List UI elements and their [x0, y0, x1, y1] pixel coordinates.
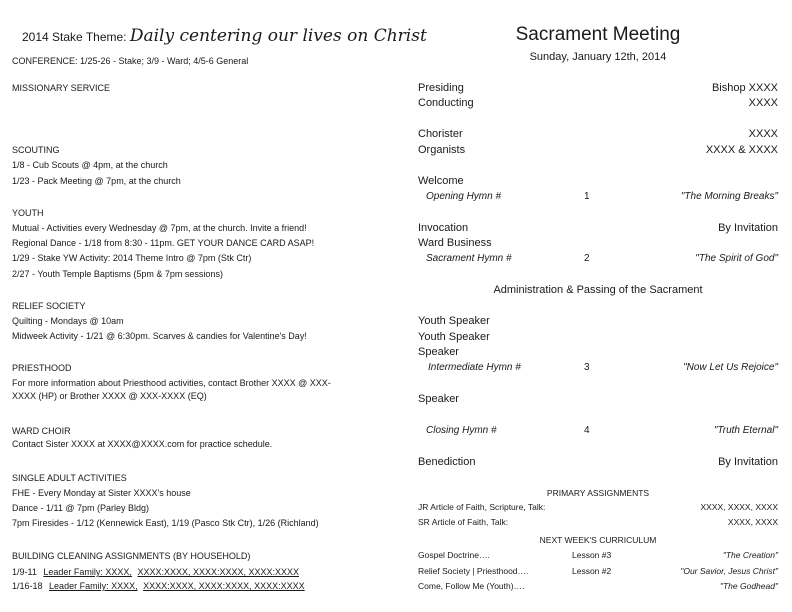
rs-item: Midweek Activity - 1/21 @ 6:30pm. Scarves & candies for Valentine's Day! — [12, 331, 307, 341]
theme-label: 2014 Stake Theme: — [22, 30, 127, 44]
closing-hymn-label: Closing Hymn # — [426, 425, 497, 436]
curriculum-title: "The Godhead" — [719, 581, 778, 591]
scouting-item: 1/23 - Pack Meeting @ 7pm, at the church — [12, 176, 181, 186]
curriculum-heading: NEXT WEEK'S CURRICULUM — [539, 535, 657, 545]
choir-line: Contact Sister XXXX at XXXX@XXXX.com for practice schedule. — [12, 439, 273, 449]
speaker-label: Speaker — [418, 393, 459, 405]
speaker-label: Speaker — [418, 346, 459, 358]
presiding-label: Presiding — [418, 82, 464, 94]
curriculum-label: Relief Society | Priesthood…. — [418, 566, 529, 576]
missionary-heading: MISSIONARY SERVICE — [12, 83, 111, 93]
ward-business-label: Ward Business — [418, 237, 492, 249]
curriculum-lesson: Lesson #3 — [572, 550, 612, 560]
intermediate-hymn-title: "Now Let Us Rejoice" — [683, 362, 778, 373]
rs-item: Quilting - Mondays @ 10am — [12, 316, 124, 326]
welcome-label: Welcome — [418, 175, 464, 187]
closing-hymn-title: "Truth Eternal" — [713, 425, 778, 436]
cleaning-row — [12, 566, 299, 578]
conference-line: CONFERENCE: 1/25-26 - Stake; 3/9 - Ward; 4/5-6 General — [12, 56, 249, 66]
opening-hymn-number: 1 — [584, 191, 590, 202]
cleaning-row — [12, 580, 305, 592]
page-title: Sacrament Meeting — [515, 24, 681, 45]
scouting-heading: SCOUTING — [12, 145, 60, 155]
primary-heading: PRIMARY ASSIGNMENTS — [546, 488, 650, 498]
cleaning-heading: BUILDING CLEANING ASSIGNMENTS (BY HOUSEHOLD) — [12, 551, 251, 561]
sacrament-hymn-label: Sacrament Hymn # — [426, 253, 512, 264]
closing-hymn-number: 4 — [584, 425, 590, 436]
opening-hymn-label: Opening Hymn # — [426, 191, 502, 202]
youth-speaker-label: Youth Speaker — [418, 315, 490, 327]
youth-heading: YOUTH — [12, 208, 44, 218]
organists-label: Organists — [418, 144, 466, 156]
curriculum-label: Come, Follow Me (Youth)…. — [418, 581, 525, 591]
youth-speaker-label: Youth Speaker — [418, 331, 490, 343]
sacrament-hymn-title: "The Spirit of God" — [695, 253, 778, 264]
invocation-value: By Invitation — [718, 222, 778, 234]
priesthood-line: For more information about Priesthood activities, contact Brother XXXX @ XXX- — [12, 378, 331, 388]
singles-heading: SINGLE ADULT ACTIVITIES — [12, 473, 127, 483]
singles-item: FHE - Every Monday at Sister XXXX's house — [12, 488, 191, 498]
scouting-item: 1/8 - Cub Scouts @ 4pm, at the church — [12, 160, 168, 170]
cleaning-others: XXXX:XXXX, XXXX:XXXX, XXXX:XXXX — [137, 567, 300, 577]
curriculum-lesson: Lesson #2 — [572, 566, 612, 576]
curriculum-title: "Our Savior, Jesus Christ" — [680, 566, 778, 576]
youth-item: 2/27 - Youth Temple Baptisms (5pm & 7pm sessions) — [12, 269, 223, 279]
benediction-label: Benediction — [418, 456, 476, 468]
administration-line: Administration & Passing of the Sacrament — [493, 284, 703, 296]
cleaning-date: 1/9-11 — [12, 567, 37, 577]
intermediate-hymn-label: Intermediate Hymn # — [428, 362, 521, 373]
opening-hymn-title: "The Morning Breaks" — [680, 191, 778, 202]
curriculum-label: Gospel Doctrine…. — [418, 550, 490, 560]
primary-value: XXXX, XXXX, XXXX — [700, 502, 778, 512]
primary-label: JR Article of Faith, Scripture, Talk: — [418, 502, 546, 512]
sacrament-hymn-number: 2 — [584, 253, 590, 264]
singles-item: Dance - 1/11 @ 7pm (Parley Bldg) — [12, 503, 150, 513]
meeting-date: Sunday, January 12th, 2014 — [529, 51, 667, 63]
youth-item: 1/29 - Stake YW Activity: 2014 Theme Intro @ 7pm (Stk Ctr) — [12, 253, 252, 263]
invocation-label: Invocation — [418, 222, 469, 234]
chorister-value: XXXX — [748, 128, 778, 140]
priesthood-heading: PRIESTHOOD — [12, 363, 72, 373]
theme-line — [22, 26, 427, 46]
cleaning-date: 1/16-18 — [12, 581, 43, 591]
theme-text: Daily centering our lives on Christ — [129, 26, 427, 46]
conducting-label: Conducting — [418, 97, 474, 109]
intermediate-hymn-number: 3 — [584, 362, 590, 373]
primary-label: SR Article of Faith, Talk: — [418, 517, 509, 527]
curriculum-title: "The Creation" — [722, 550, 778, 560]
chorister-label: Chorister — [418, 128, 463, 140]
youth-item: Mutual - Activities every Wednesday @ 7pm, at the church. Invite a friend! — [12, 223, 307, 233]
benediction-value: By Invitation — [718, 456, 778, 468]
primary-value: XXXX, XXXX — [727, 517, 778, 527]
singles-item: 7pm Firesides - 1/12 (Kennewick East), 1/19 (Pasco Stk Ctr), 1/26 (Richland) — [12, 518, 319, 528]
choir-heading: WARD CHOIR — [12, 426, 71, 436]
rs-heading: RELIEF SOCIETY — [12, 301, 86, 311]
cleaning-leader: Leader Family: XXXX, — [43, 567, 132, 577]
presiding-value: Bishop XXXX — [711, 82, 778, 94]
cleaning-others: XXXX:XXXX, XXXX:XXXX, XXXX:XXXX — [143, 581, 305, 591]
youth-item: Regional Dance - 1/18 from 8:30 - 11pm. GET YOUR DANCE CARD ASAP! — [12, 238, 315, 248]
conducting-value: XXXX — [748, 97, 778, 109]
cleaning-leader: Leader Family: XXXX, — [49, 581, 138, 591]
priesthood-line: XXXX (HP) or Brother XXXX @ XXX-XXXX (EQ) — [12, 391, 207, 401]
organists-value: XXXX & XXXX — [705, 144, 778, 156]
